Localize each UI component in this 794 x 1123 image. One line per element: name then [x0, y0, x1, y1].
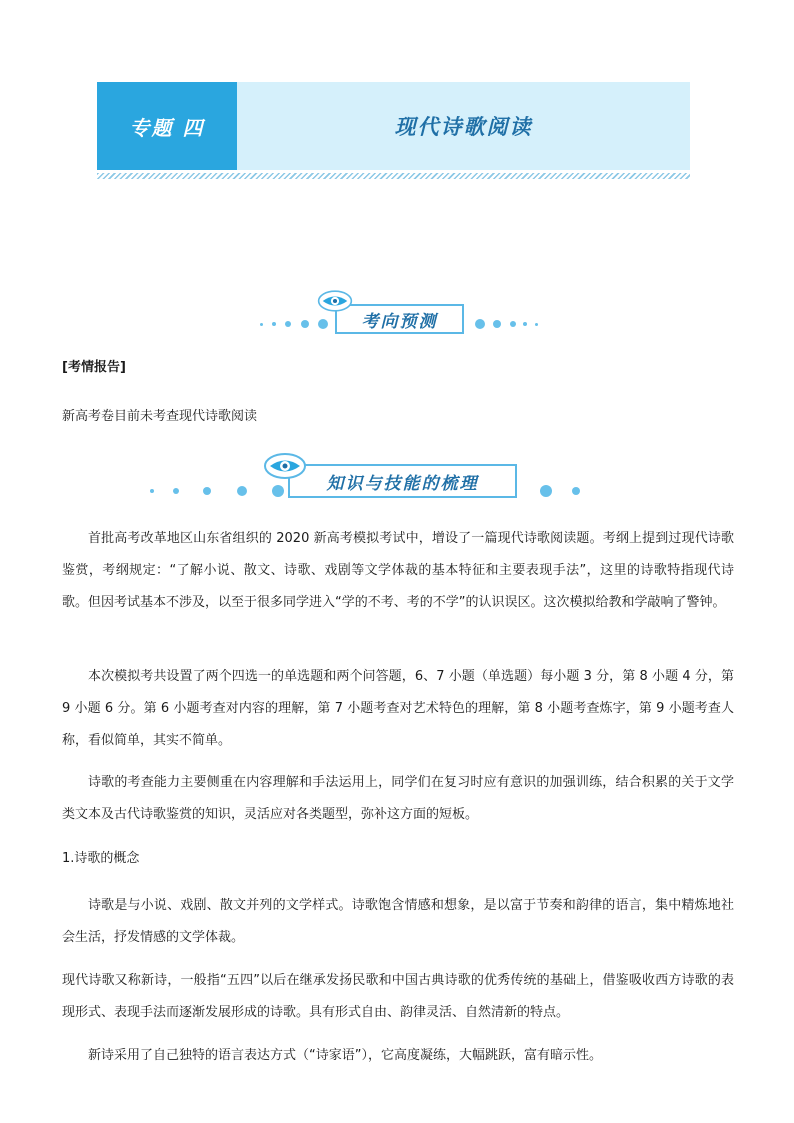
eye-icon — [263, 452, 307, 480]
section-header-knowledge — [145, 452, 585, 502]
banner-divider — [97, 173, 690, 179]
chapter-title-box — [237, 82, 690, 170]
body-paragraph: 首批高考改革地区山东省组织的 2020 新高考模拟考试中，增设了一篇现代诗歌阅读题。考纲上提到过现代诗歌鉴赏，考纲规定：“了解小说、散文、诗歌、戏剧等文学体裁的基本特征和主要表现手法”，这里的诗歌特指现代诗歌。但因考试基本不涉及，以至于很多同学进入“学的不考、考的不学”的认识误区。这次模拟给教和学敲响了警钟。 — [62, 531, 734, 610]
decor-dot — [535, 323, 538, 326]
concept-paragraph: 现代诗歌又称新诗，一般指“五四”以后在继承发扬民歌和中国古典诗歌的优秀传统的基础上，借鉴吸收西方诗歌的表现形式、表现手法而逐渐发展形成的诗歌。具有形式自由、韵律灵活、自然清新的特点。 — [62, 973, 734, 1020]
concept-paragraph: 诗歌是与小说、戏剧、散文并列的文学样式。诗歌饱含情感和想象，是以富于节奏和韵律的语言，集中精炼地社会生活，抒发情感的文学体裁。 — [62, 898, 734, 945]
decor-dot — [301, 320, 309, 328]
decor-dot — [318, 319, 328, 329]
body-paragraph: 本次模拟考共设置了两个四选一的单选题和两个问答题，6、7 小题（单选题）每小题 3 分，第 8 小题 4 分，第 9 小题 6 分。第 6 小题考查对内容的理解，第 7 小题考查对艺术特色的理解，第 8 小题考查炼字，第 9 小题考查人称，看似简单，其实不简单。 — [62, 669, 734, 748]
chapter-label: 专题 四 — [97, 82, 237, 170]
chapter-banner — [97, 82, 690, 170]
report-text: 新高考卷目前未考查现代诗歌阅读 — [62, 409, 258, 424]
decor-dot — [285, 321, 291, 327]
section-title: 考向预测 — [361, 311, 438, 332]
decor-dot — [540, 485, 552, 497]
decor-dot — [260, 323, 263, 326]
decor-dot — [203, 487, 211, 495]
decor-dot — [572, 487, 580, 495]
eye-icon — [317, 288, 353, 314]
section-header-forecast — [255, 288, 545, 338]
report-heading: [考情报告] — [62, 360, 126, 375]
body-paragraph: 诗歌的考查能力主要侧重在内容理解和手法运用上，同学们在复习时应有意识的加强训练，结合积累的关于文学类文本及古代诗歌鉴赏的知识，灵活应对各类题型，弥补这方面的短板。 — [62, 775, 734, 822]
decor-dot — [237, 486, 247, 496]
chapter-title: 现代诗歌阅读 — [394, 114, 533, 139]
decor-dot — [523, 322, 527, 326]
decor-dot — [510, 321, 516, 327]
concept-heading: 1.诗歌的概念 — [62, 851, 140, 866]
decor-dot — [150, 489, 154, 493]
section-title-box — [335, 304, 464, 334]
decor-dot — [475, 319, 485, 329]
decor-dot — [272, 485, 284, 497]
concept-paragraph: 新诗采用了自己独特的语言表达方式（“诗家语”），它高度凝练，大幅跳跃，富有暗示性。 — [88, 1048, 602, 1063]
decor-dot — [272, 322, 276, 326]
decor-dot — [493, 320, 501, 328]
section-title: 知识与技能的梳理 — [326, 473, 479, 494]
decor-dot — [173, 488, 179, 494]
section-title-box — [288, 464, 517, 498]
